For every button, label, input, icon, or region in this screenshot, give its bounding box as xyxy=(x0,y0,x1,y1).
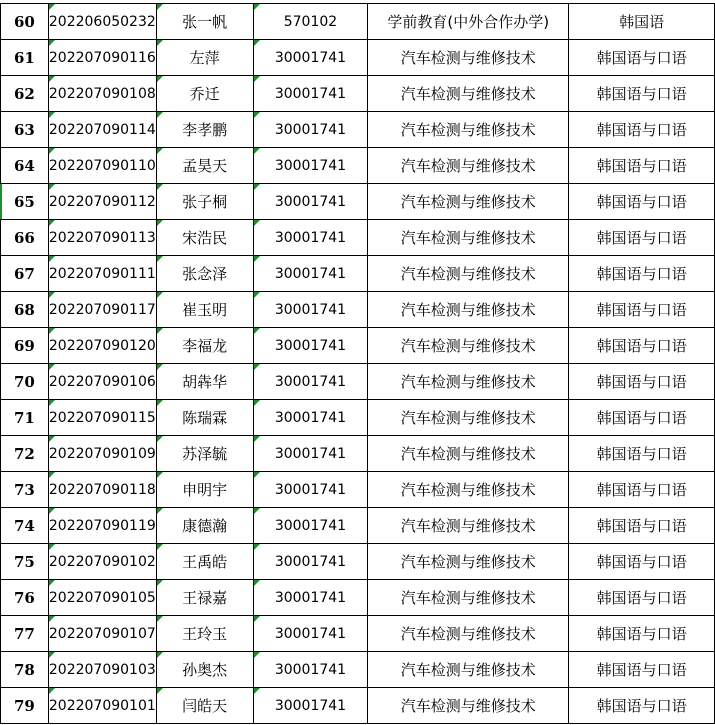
table-row xyxy=(1,148,715,184)
language-cell[interactable]: 韩国语与口语 xyxy=(569,580,715,616)
major-code-cell[interactable]: 30001741 xyxy=(253,184,368,220)
major-name-cell[interactable]: 汽车检测与维修技术 xyxy=(368,364,569,400)
major-code-cell[interactable]: 30001741 xyxy=(253,616,368,652)
language-cell[interactable]: 韩国语与口语 xyxy=(569,184,715,220)
student-id-cell[interactable]: 202207090105 xyxy=(48,580,156,616)
table-row xyxy=(1,256,715,292)
student-id-cell[interactable]: 202207090112 xyxy=(48,184,156,220)
student-id-cell[interactable]: 202207090108 xyxy=(48,76,156,112)
student-name-cell[interactable]: 李孝鹏 xyxy=(156,112,253,148)
language-cell[interactable]: 韩国语与口语 xyxy=(569,256,715,292)
language-cell[interactable]: 韩国语与口语 xyxy=(569,472,715,508)
row-number-cell[interactable]: 61 xyxy=(1,40,49,76)
table-row xyxy=(1,400,715,436)
student-name-cell[interactable]: 申明宇 xyxy=(156,472,253,508)
major-code-cell[interactable]: 30001741 xyxy=(253,220,368,256)
major-name-cell[interactable]: 汽车检测与维修技术 xyxy=(368,580,569,616)
language-cell[interactable]: 韩国语与口语 xyxy=(569,508,715,544)
row-number-cell[interactable]: 62 xyxy=(1,76,49,112)
table-row xyxy=(1,40,715,76)
student-name-cell[interactable]: 陈瑞霖 xyxy=(156,400,253,436)
language-cell[interactable]: 韩国语 xyxy=(569,4,715,40)
table-row xyxy=(1,544,715,580)
student-id-cell[interactable]: 202207090119 xyxy=(48,508,156,544)
table-row xyxy=(1,436,715,472)
major-code-cell[interactable]: 30001741 xyxy=(253,472,368,508)
major-code-cell[interactable]: 30001741 xyxy=(253,148,368,184)
major-name-cell[interactable]: 汽车检测与维修技术 xyxy=(368,688,569,724)
major-name-cell[interactable]: 汽车检测与维修技术 xyxy=(368,220,569,256)
student-id-cell[interactable]: 202207090110 xyxy=(48,148,156,184)
student-name-cell[interactable]: 张子桐 xyxy=(156,184,253,220)
student-name-cell[interactable]: 苏泽毓 xyxy=(156,436,253,472)
language-cell[interactable]: 韩国语与口语 xyxy=(569,616,715,652)
major-name-cell[interactable]: 汽车检测与维修技术 xyxy=(368,256,569,292)
active-row-marker xyxy=(0,184,2,219)
major-name-cell[interactable]: 汽车检测与维修技术 xyxy=(368,472,569,508)
student-name-cell[interactable]: 崔玉明 xyxy=(156,292,253,328)
major-code-cell[interactable]: 30001741 xyxy=(253,508,368,544)
student-name-cell[interactable]: 孙奥杰 xyxy=(156,652,253,688)
student-id-cell[interactable]: 202207090106 xyxy=(48,364,156,400)
major-name-cell[interactable]: 汽车检测与维修技术 xyxy=(368,148,569,184)
student-name-cell[interactable]: 孟昊天 xyxy=(156,148,253,184)
student-name-cell[interactable]: 张念泽 xyxy=(156,256,253,292)
row-number-cell[interactable]: 60 xyxy=(1,4,49,40)
student-id-cell[interactable]: 202207090109 xyxy=(48,436,156,472)
student-id-cell[interactable]: 202207090120 xyxy=(48,328,156,364)
major-name-cell[interactable]: 汽车检测与维修技术 xyxy=(368,76,569,112)
row-number-cell[interactable]: 71 xyxy=(1,400,49,436)
major-code-cell[interactable]: 30001741 xyxy=(253,292,368,328)
major-name-cell[interactable]: 汽车检测与维修技术 xyxy=(368,112,569,148)
row-number-cell[interactable]: 69 xyxy=(1,328,49,364)
row-number-cell[interactable]: 65 xyxy=(1,184,49,220)
language-cell[interactable]: 韩国语与口语 xyxy=(569,220,715,256)
language-cell[interactable]: 韩国语与口语 xyxy=(569,76,715,112)
language-cell[interactable]: 韩国语与口语 xyxy=(569,436,715,472)
student-name-cell[interactable]: 左萍 xyxy=(156,40,253,76)
major-code-cell[interactable]: 30001741 xyxy=(253,364,368,400)
student-id-cell[interactable]: 202207090113 xyxy=(48,220,156,256)
major-name-cell[interactable]: 汽车检测与维修技术 xyxy=(368,508,569,544)
major-code-cell[interactable]: 30001741 xyxy=(253,76,368,112)
major-code-cell[interactable]: 30001741 xyxy=(253,40,368,76)
row-number-cell[interactable]: 67 xyxy=(1,256,49,292)
table-row xyxy=(1,76,715,112)
student-name-cell[interactable]: 胡犇华 xyxy=(156,364,253,400)
student-id-cell[interactable]: 202207090118 xyxy=(48,472,156,508)
table-row xyxy=(1,364,715,400)
table-row xyxy=(1,472,715,508)
language-cell[interactable]: 韩国语与口语 xyxy=(569,544,715,580)
student-name-cell[interactable]: 王禄嘉 xyxy=(156,580,253,616)
major-code-cell[interactable]: 30001741 xyxy=(253,580,368,616)
table-row xyxy=(1,4,715,40)
student-id-cell[interactable]: 202207090101 xyxy=(48,688,156,724)
table-row xyxy=(1,184,715,220)
table-row xyxy=(1,652,715,688)
student-id-cell[interactable]: 202206050232 xyxy=(48,4,156,40)
table-row xyxy=(1,292,715,328)
major-code-cell[interactable]: 30001741 xyxy=(253,688,368,724)
major-code-cell[interactable]: 30001741 xyxy=(253,400,368,436)
language-cell[interactable]: 韩国语与口语 xyxy=(569,292,715,328)
major-name-cell[interactable]: 汽车检测与维修技术 xyxy=(368,292,569,328)
major-name-cell[interactable]: 汽车检测与维修技术 xyxy=(368,40,569,76)
language-cell[interactable]: 韩国语与口语 xyxy=(569,364,715,400)
major-name-cell[interactable]: 学前教育(中外合作办学) xyxy=(368,4,569,40)
major-code-cell[interactable]: 30001741 xyxy=(253,112,368,148)
language-cell[interactable]: 韩国语与口语 xyxy=(569,328,715,364)
row-number-cell[interactable]: 64 xyxy=(1,148,49,184)
student-name-cell[interactable]: 宋浩民 xyxy=(156,220,253,256)
student-id-cell[interactable]: 202207090115 xyxy=(48,400,156,436)
major-name-cell[interactable]: 汽车检测与维修技术 xyxy=(368,400,569,436)
student-name-cell[interactable]: 乔迁 xyxy=(156,76,253,112)
language-cell[interactable]: 韩国语与口语 xyxy=(569,688,715,724)
table-row xyxy=(1,688,715,724)
language-cell[interactable]: 韩国语与口语 xyxy=(569,40,715,76)
row-number-cell[interactable]: 75 xyxy=(1,544,49,580)
student-name-cell[interactable]: 王禹皓 xyxy=(156,544,253,580)
row-number-cell[interactable]: 76 xyxy=(1,580,49,616)
table-row xyxy=(1,220,715,256)
row-number-cell[interactable]: 77 xyxy=(1,616,49,652)
student-id-cell[interactable]: 202207090114 xyxy=(48,112,156,148)
major-code-cell[interactable]: 570102 xyxy=(253,4,368,40)
table-body xyxy=(1,4,715,724)
row-number-cell[interactable]: 68 xyxy=(1,292,49,328)
major-code-cell[interactable]: 30001741 xyxy=(253,256,368,292)
student-name-cell[interactable]: 闫皓天 xyxy=(156,688,253,724)
table-row xyxy=(1,580,715,616)
row-number-cell[interactable]: 72 xyxy=(1,436,49,472)
row-number-cell[interactable]: 78 xyxy=(1,652,49,688)
table-row xyxy=(1,328,715,364)
row-number-cell[interactable]: 63 xyxy=(1,112,49,148)
student-table xyxy=(0,3,715,724)
student-id-cell[interactable]: 202207090102 xyxy=(48,544,156,580)
language-cell[interactable]: 韩国语与口语 xyxy=(569,148,715,184)
language-cell[interactable]: 韩国语与口语 xyxy=(569,400,715,436)
table-row xyxy=(1,112,715,148)
major-name-cell[interactable]: 汽车检测与维修技术 xyxy=(368,436,569,472)
major-code-cell[interactable]: 30001741 xyxy=(253,436,368,472)
row-number-cell[interactable]: 73 xyxy=(1,472,49,508)
major-name-cell[interactable]: 汽车检测与维修技术 xyxy=(368,652,569,688)
major-name-cell[interactable]: 汽车检测与维修技术 xyxy=(368,328,569,364)
student-id-cell[interactable]: 202207090116 xyxy=(48,40,156,76)
student-id-cell[interactable]: 202207090103 xyxy=(48,652,156,688)
major-name-cell[interactable]: 汽车检测与维修技术 xyxy=(368,544,569,580)
student-id-cell[interactable]: 202207090111 xyxy=(48,256,156,292)
table-row xyxy=(1,508,715,544)
student-name-cell[interactable]: 李福龙 xyxy=(156,328,253,364)
student-id-cell[interactable]: 202207090107 xyxy=(48,616,156,652)
major-code-cell[interactable]: 30001741 xyxy=(253,328,368,364)
major-name-cell[interactable]: 汽车检测与维修技术 xyxy=(368,184,569,220)
row-number-cell[interactable]: 79 xyxy=(1,688,49,724)
major-code-cell[interactable]: 30001741 xyxy=(253,652,368,688)
language-cell[interactable]: 韩国语与口语 xyxy=(569,652,715,688)
student-name-cell[interactable]: 康德瀚 xyxy=(156,508,253,544)
row-number-cell[interactable]: 74 xyxy=(1,508,49,544)
major-code-cell[interactable]: 30001741 xyxy=(253,544,368,580)
language-cell[interactable]: 韩国语与口语 xyxy=(569,112,715,148)
table-row xyxy=(1,616,715,652)
student-id-cell[interactable]: 202207090117 xyxy=(48,292,156,328)
row-number-cell[interactable]: 70 xyxy=(1,364,49,400)
student-name-cell[interactable]: 张一帆 xyxy=(156,4,253,40)
major-name-cell[interactable]: 汽车检测与维修技术 xyxy=(368,616,569,652)
student-name-cell[interactable]: 王玲玉 xyxy=(156,616,253,652)
row-number-cell[interactable]: 66 xyxy=(1,220,49,256)
